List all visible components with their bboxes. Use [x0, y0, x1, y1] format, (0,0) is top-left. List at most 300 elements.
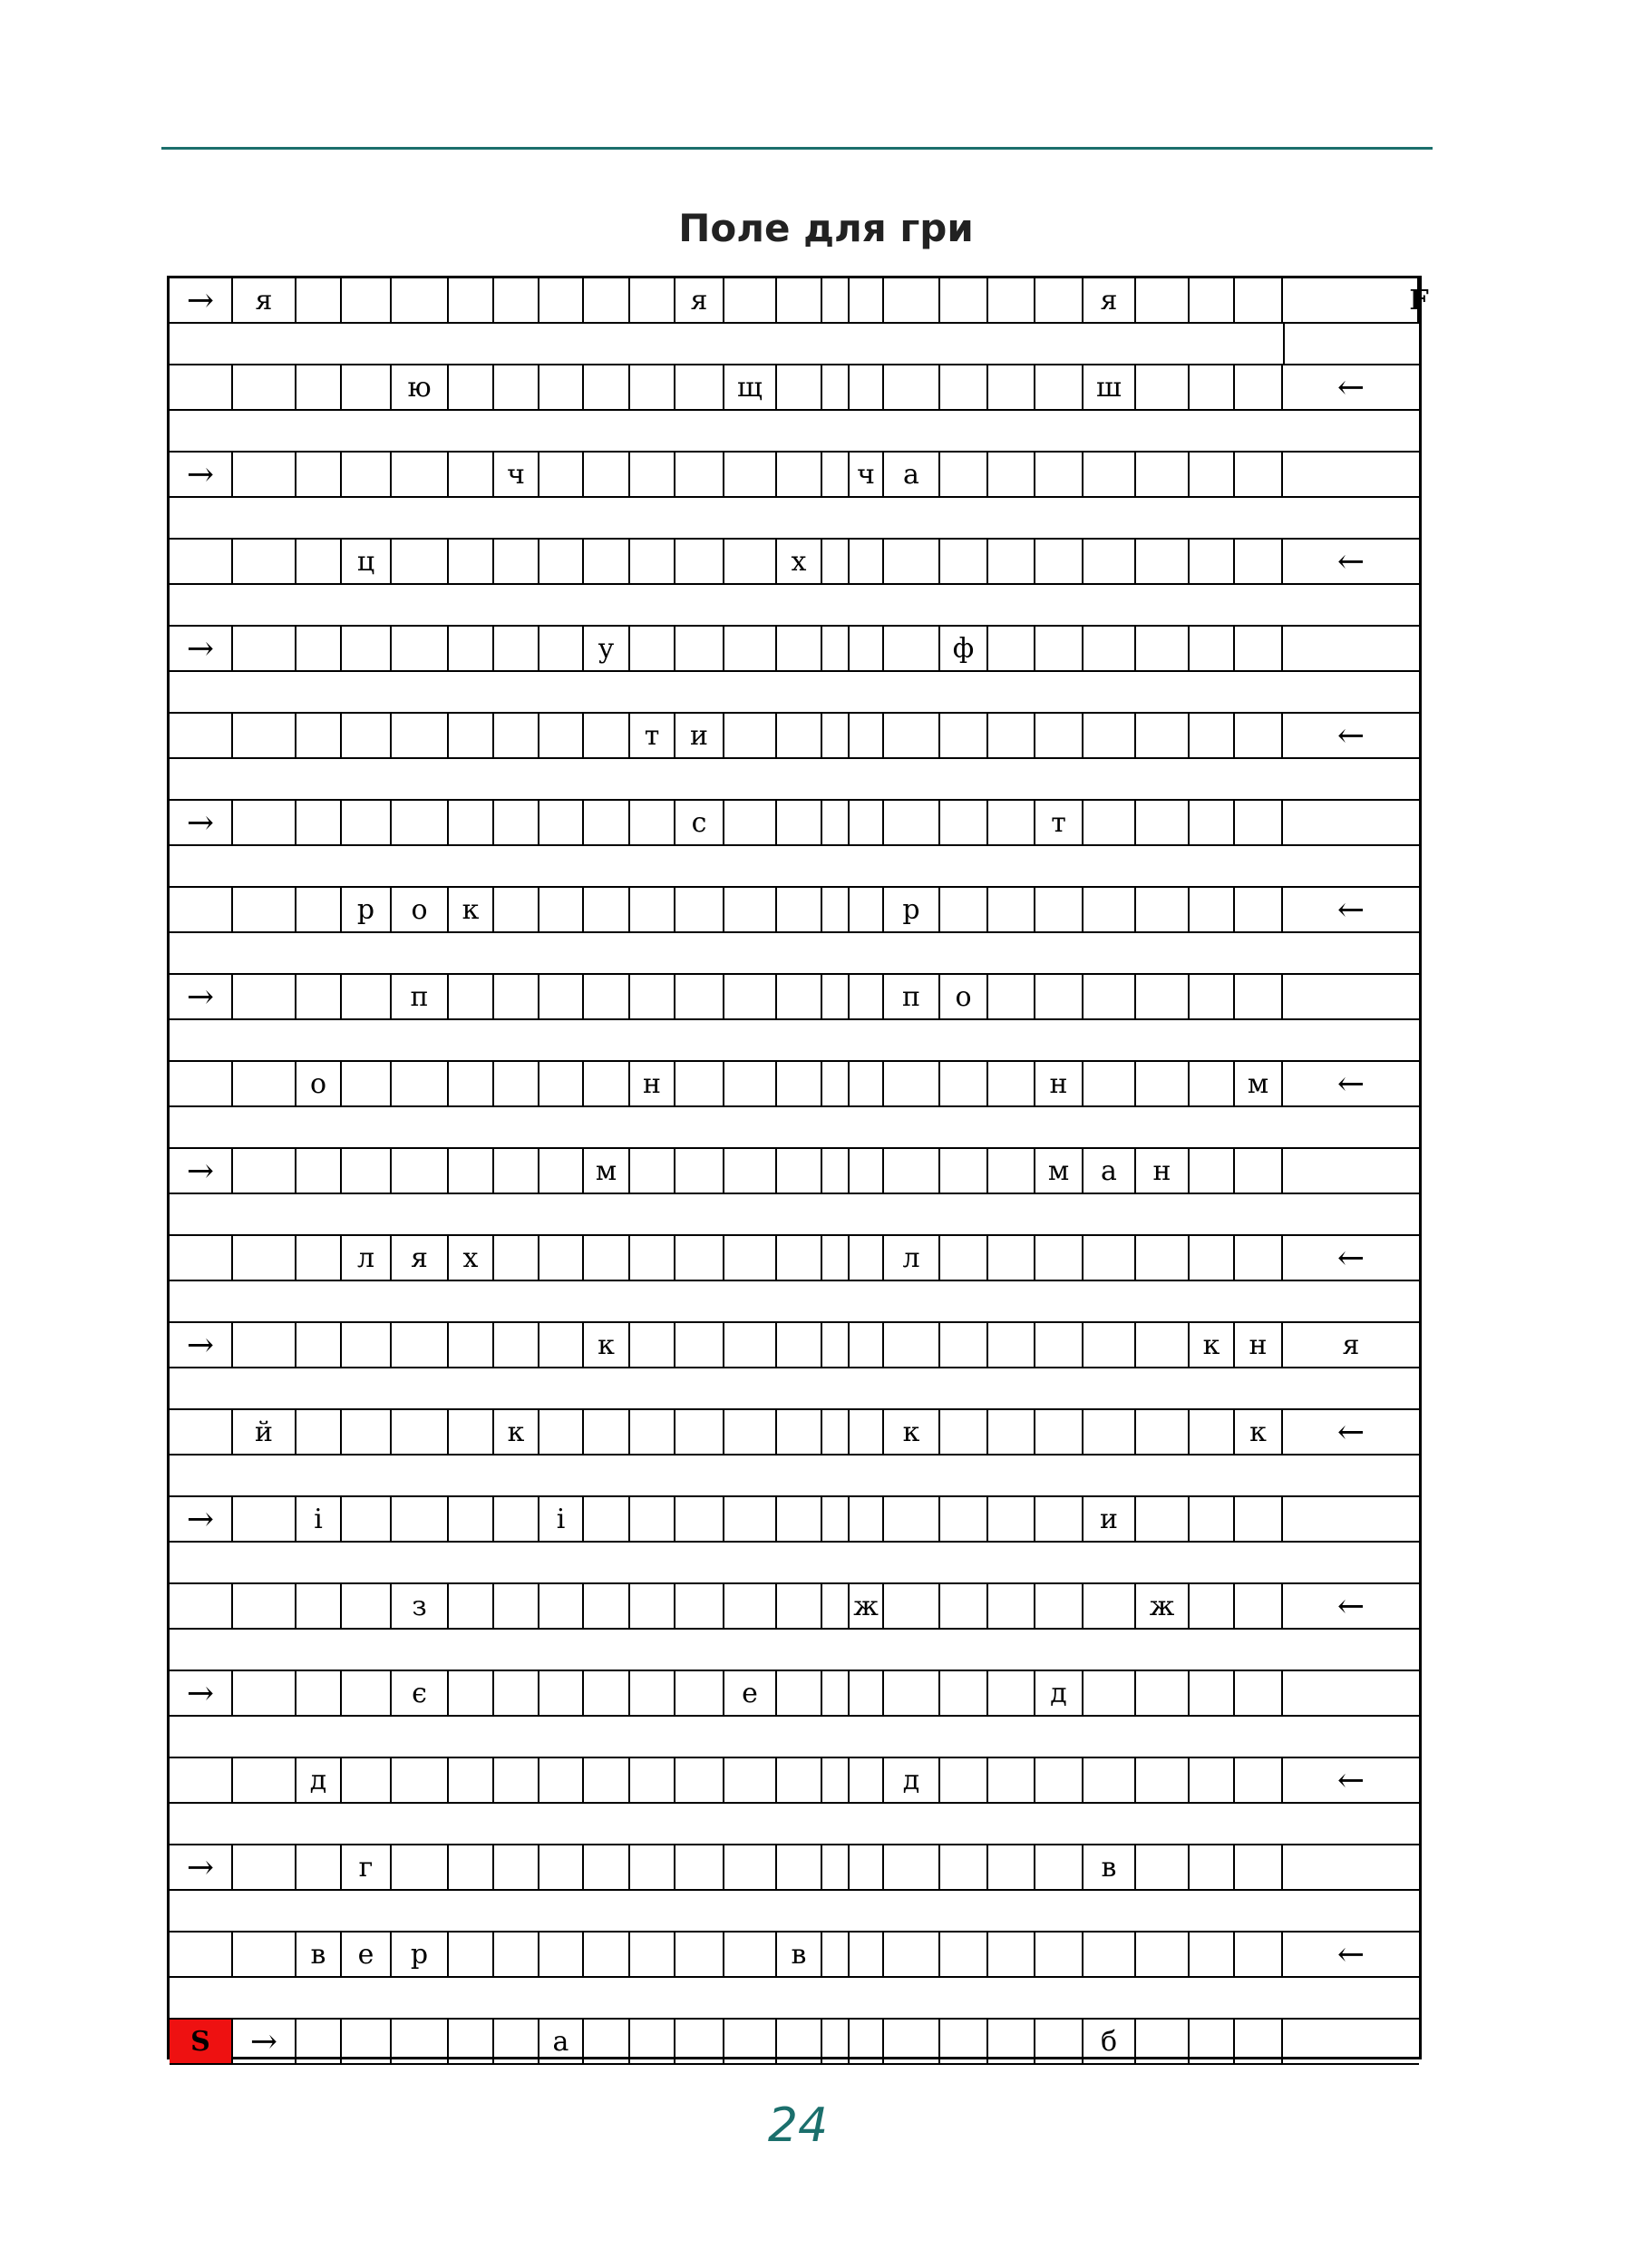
board-cell — [884, 801, 940, 844]
board-cell — [1035, 714, 1084, 757]
board-cell — [494, 888, 539, 931]
board-cell — [342, 365, 392, 409]
board-cell — [584, 1236, 630, 1280]
board-cell — [822, 2020, 850, 2063]
board-cell — [630, 1149, 675, 1193]
board-cell — [850, 365, 884, 409]
board-cell — [822, 1149, 850, 1193]
board-cell — [392, 1323, 449, 1367]
board-cell — [850, 627, 884, 670]
board-cell — [170, 1584, 233, 1628]
board-row — [170, 1323, 1419, 1367]
board-cell — [1235, 2020, 1283, 2063]
board-cell — [296, 1410, 342, 1454]
board-cell — [1190, 1497, 1235, 1541]
board-cell — [584, 1758, 630, 1802]
board-cell — [675, 453, 724, 496]
row-divider — [170, 409, 1419, 411]
board-cell: к — [494, 1410, 539, 1454]
board-cell — [494, 1062, 539, 1105]
board-cell — [1136, 1323, 1190, 1367]
board-cell — [777, 801, 822, 844]
board-cell — [1190, 801, 1235, 844]
arrow-left-icon: ← — [1336, 1935, 1365, 1973]
board-cell — [1283, 2020, 1419, 2063]
board-cell — [1283, 1149, 1419, 1193]
board-cell: ц — [342, 540, 392, 583]
page-number: 24 — [767, 2098, 829, 2153]
board-cell — [940, 1323, 988, 1367]
board-cell: н — [1235, 1323, 1283, 1367]
board-cell — [449, 1062, 494, 1105]
board-cell: д — [1035, 1671, 1084, 1715]
board-cell — [940, 1845, 988, 1889]
board-cell — [1190, 2020, 1235, 2063]
board-cell: и — [1084, 1497, 1136, 1541]
board-cell — [494, 1236, 539, 1280]
board-cell — [988, 1845, 1035, 1889]
board-cell — [449, 627, 494, 670]
arrow-left-icon: ← — [1336, 1239, 1365, 1277]
board-cell — [1136, 2020, 1190, 2063]
board-cell — [170, 1236, 233, 1280]
board-cell — [988, 1758, 1035, 1802]
board-cell — [675, 1497, 724, 1541]
board-cell — [170, 714, 233, 757]
board-cell — [494, 1845, 539, 1889]
board-cell — [1190, 1584, 1235, 1628]
board-cell — [494, 975, 539, 1018]
board-cell — [1084, 1323, 1136, 1367]
board-cell — [988, 453, 1035, 496]
board-cell: д — [296, 1758, 342, 1802]
board-cell — [1035, 1758, 1084, 1802]
board-cell — [1235, 278, 1283, 322]
board-cell — [296, 627, 342, 670]
board-cell — [233, 1323, 296, 1367]
board-cell — [675, 1149, 724, 1193]
board-cell — [940, 714, 988, 757]
board-cell — [342, 1671, 392, 1715]
board-cell — [584, 888, 630, 931]
board-cell — [539, 1062, 584, 1105]
row-divider — [170, 1889, 1419, 1891]
board-cell — [675, 2020, 724, 2063]
board-cell — [724, 627, 777, 670]
board-cell: н — [1136, 1149, 1190, 1193]
board-cell — [850, 975, 884, 1018]
board-cell — [296, 1845, 342, 1889]
board-cell — [296, 2020, 342, 2063]
board-cell — [940, 1497, 988, 1541]
board-cell — [822, 1323, 850, 1367]
board-cell — [584, 540, 630, 583]
board-cell — [1035, 975, 1084, 1018]
board-row — [170, 365, 1419, 409]
board-cell — [822, 1845, 850, 1889]
board-cell — [1084, 801, 1136, 844]
board-cell — [1235, 888, 1283, 931]
board-cell — [884, 278, 940, 322]
board-cell — [884, 1671, 940, 1715]
arrow-right-icon: → — [233, 2020, 296, 2063]
board-cell — [233, 1236, 296, 1280]
board-cell: а — [539, 2020, 584, 2063]
board-cell — [850, 1149, 884, 1193]
board-cell — [988, 975, 1035, 1018]
board-cell — [1035, 2020, 1084, 2063]
board-cell: ш — [1084, 365, 1136, 409]
board-cell — [233, 1584, 296, 1628]
board-cell — [884, 714, 940, 757]
board-cell: я — [233, 278, 296, 322]
board-cell — [675, 1323, 724, 1367]
board-cell — [449, 2020, 494, 2063]
board-cell — [1084, 1062, 1136, 1105]
board-cell — [1235, 453, 1283, 496]
board-cell — [392, 1410, 449, 1454]
board-cell — [539, 365, 584, 409]
board-cell — [675, 1758, 724, 1802]
board-cell — [988, 1062, 1035, 1105]
row-divider — [170, 1976, 1419, 1978]
board-cell — [724, 1323, 777, 1367]
board-cell — [1136, 1497, 1190, 1541]
board-cell: е — [724, 1671, 777, 1715]
board-cell — [1190, 714, 1235, 757]
arrow-left-icon: ← — [1336, 368, 1365, 406]
board-cell — [449, 975, 494, 1018]
board-cell — [342, 801, 392, 844]
row-divider — [170, 2063, 1419, 2065]
board-cell — [884, 1149, 940, 1193]
board-cell — [777, 1149, 822, 1193]
board-cell — [1283, 1671, 1419, 1715]
row-divider — [170, 844, 1419, 846]
board-cell — [1035, 453, 1084, 496]
board-cell: я — [392, 1236, 449, 1280]
board-cell — [777, 365, 822, 409]
board-cell — [988, 278, 1035, 322]
board-cell — [1035, 540, 1084, 583]
board-cell — [777, 1410, 822, 1454]
row-divider — [170, 1715, 1419, 1717]
board-cell: т — [630, 714, 675, 757]
board-cell — [1190, 365, 1235, 409]
board-cell: к — [449, 888, 494, 931]
board-cell — [1190, 888, 1235, 931]
board-cell — [170, 365, 233, 409]
board-cell — [342, 2020, 392, 2063]
board-cell: л — [884, 1236, 940, 1280]
board-cell — [630, 1933, 675, 1976]
board-cell — [392, 1497, 449, 1541]
arrow-right-icon: → — [170, 1845, 233, 1889]
board-cell — [392, 1149, 449, 1193]
board-cell: р — [884, 888, 940, 931]
board-cell — [822, 714, 850, 757]
board-cell — [822, 1062, 850, 1105]
arrow-right-icon: → — [170, 801, 233, 844]
board-cell — [449, 801, 494, 844]
board-cell — [630, 1236, 675, 1280]
board-cell — [777, 714, 822, 757]
board-cell — [630, 1410, 675, 1454]
board-cell: щ — [724, 365, 777, 409]
board-cell — [724, 975, 777, 1018]
board-cell — [494, 1149, 539, 1193]
board-cell — [777, 1758, 822, 1802]
board-cell — [940, 365, 988, 409]
board-cell — [494, 278, 539, 322]
board-cell — [1136, 1671, 1190, 1715]
board-cell — [675, 1933, 724, 1976]
board-cell — [777, 1062, 822, 1105]
board-cell — [884, 1933, 940, 1976]
board-cell: ж — [850, 1584, 884, 1628]
board-cell — [1190, 540, 1235, 583]
board-cell — [630, 2020, 675, 2063]
board-cell — [449, 1410, 494, 1454]
board-cell — [630, 627, 675, 670]
board-cell — [342, 627, 392, 670]
board-cell — [1235, 1933, 1283, 1976]
board-cell: к — [584, 1323, 630, 1367]
board-cell: ф — [940, 627, 988, 670]
board-cell — [988, 1323, 1035, 1367]
board-cell — [777, 1236, 822, 1280]
board-row — [170, 1149, 1419, 1193]
board-cell — [233, 1933, 296, 1976]
board-cell — [630, 1671, 675, 1715]
board-cell — [584, 278, 630, 322]
board-cell: и — [675, 714, 724, 757]
board-cell — [630, 1323, 675, 1367]
board-row — [170, 453, 1419, 496]
board-cell — [850, 714, 884, 757]
row-divider — [170, 1628, 1419, 1630]
board-cell — [850, 540, 884, 583]
board-cell: о — [296, 1062, 342, 1105]
board-cell — [988, 2020, 1035, 2063]
board-cell — [822, 1933, 850, 1976]
board-cell — [1035, 627, 1084, 670]
board-cell — [539, 1323, 584, 1367]
board-cell: к — [1235, 1410, 1283, 1454]
board-cell — [1136, 627, 1190, 670]
board-cell — [777, 1497, 822, 1541]
board-row — [170, 975, 1419, 1018]
board-cell — [584, 2020, 630, 2063]
board-row — [170, 801, 1419, 844]
board-cell — [675, 1236, 724, 1280]
board-cell — [539, 1149, 584, 1193]
board-cell — [988, 714, 1035, 757]
board-cell: н — [630, 1062, 675, 1105]
board-cell: б — [1084, 2020, 1136, 2063]
board-cell: я — [1084, 278, 1136, 322]
board-cell — [940, 1236, 988, 1280]
board-cell — [1235, 1758, 1283, 1802]
board-cell — [850, 1845, 884, 1889]
board-row — [170, 888, 1419, 931]
board-cell — [1084, 1671, 1136, 1715]
board-cell — [342, 1584, 392, 1628]
board-cell: ю — [392, 365, 449, 409]
board-cell — [777, 1671, 822, 1715]
board-cell: м — [584, 1149, 630, 1193]
board-cell — [539, 278, 584, 322]
board-cell — [822, 627, 850, 670]
top-divider — [161, 147, 1433, 150]
board-cell — [822, 365, 850, 409]
board-cell — [1084, 540, 1136, 583]
arrow-left-icon: ← — [1336, 891, 1365, 929]
board-cell: ж — [1136, 1584, 1190, 1628]
board-cell — [630, 1497, 675, 1541]
board-cell — [940, 1410, 988, 1454]
arrow-left-icon: ← — [1336, 1413, 1365, 1451]
board-cell — [850, 1236, 884, 1280]
board-cell — [342, 1323, 392, 1367]
board-cell — [1136, 1845, 1190, 1889]
row-divider — [170, 757, 1419, 759]
board-cell — [296, 1671, 342, 1715]
board-cell — [1190, 1758, 1235, 1802]
board-cell — [342, 1758, 392, 1802]
board-row — [170, 1671, 1419, 1715]
board-cell — [988, 365, 1035, 409]
board-cell — [988, 1236, 1035, 1280]
board-cell — [233, 1497, 296, 1541]
board-cell: т — [1035, 801, 1084, 844]
board-cell — [850, 1933, 884, 1976]
board-cell — [392, 801, 449, 844]
board-cell: р — [342, 888, 392, 931]
board-cell — [1136, 453, 1190, 496]
board-cell — [822, 540, 850, 583]
board-cell — [1235, 975, 1283, 1018]
board-cell — [1283, 278, 1419, 322]
board-cell — [1084, 1758, 1136, 1802]
board-cell — [170, 1758, 233, 1802]
board-cell: е — [342, 1933, 392, 1976]
board-cell — [675, 1584, 724, 1628]
board-cell — [822, 1584, 850, 1628]
board-cell — [822, 801, 850, 844]
board-cell — [988, 1671, 1035, 1715]
board-cell — [296, 540, 342, 583]
board-cell — [1136, 278, 1190, 322]
board-cell — [584, 1671, 630, 1715]
board-cell — [539, 1671, 584, 1715]
row-divider — [170, 496, 1419, 498]
board-cell — [1190, 1410, 1235, 1454]
board-cell — [494, 1933, 539, 1976]
row-divider — [170, 322, 1419, 324]
board-cell — [988, 1933, 1035, 1976]
board-cell — [1035, 365, 1084, 409]
board-cell: к — [1190, 1323, 1235, 1367]
board-cell — [449, 1497, 494, 1541]
board-cell — [539, 1845, 584, 1889]
board-cell — [630, 1758, 675, 1802]
board-cell — [342, 278, 392, 322]
board-cell: м — [1035, 1149, 1084, 1193]
board-cell — [233, 540, 296, 583]
board-cell — [170, 888, 233, 931]
board-cell — [494, 1671, 539, 1715]
board-cell: в — [1084, 1845, 1136, 1889]
board-cell — [1136, 714, 1190, 757]
board-cell — [296, 1149, 342, 1193]
board-row: → я я я F — [170, 278, 1419, 322]
board-cell: г — [342, 1845, 392, 1889]
board-cell — [940, 1933, 988, 1976]
board-cell — [630, 540, 675, 583]
page-title: Поле для гри — [678, 206, 974, 250]
board-cell — [494, 714, 539, 757]
board-cell — [296, 1323, 342, 1367]
board-row — [170, 1758, 1419, 1802]
arrow-left-icon: ← — [1336, 716, 1365, 755]
board-cell — [449, 714, 494, 757]
board-cell — [449, 1323, 494, 1367]
board-cell — [850, 1758, 884, 1802]
board-cell — [1190, 627, 1235, 670]
board-cell — [777, 975, 822, 1018]
board-cell — [884, 540, 940, 583]
board-cell — [342, 453, 392, 496]
board-cell — [584, 714, 630, 757]
board-cell: я — [1342, 1329, 1360, 1361]
arrow-left-icon: ← — [1336, 1587, 1365, 1625]
board-cell — [170, 1410, 233, 1454]
board-cell — [539, 801, 584, 844]
board-cell — [724, 1062, 777, 1105]
board-cell — [584, 453, 630, 496]
board-cell — [1035, 1323, 1084, 1367]
board-cell — [940, 888, 988, 931]
board-cell — [1084, 714, 1136, 757]
board-cell — [940, 1584, 988, 1628]
board-cell — [1136, 1933, 1190, 1976]
row-divider — [170, 1367, 1419, 1368]
board-cell — [675, 1410, 724, 1454]
board-cell — [1190, 278, 1235, 322]
board-cell — [494, 1758, 539, 1802]
board-cell — [724, 453, 777, 496]
board-cell — [584, 1584, 630, 1628]
start-cell: S — [170, 2020, 233, 2063]
board-cell — [777, 1845, 822, 1889]
board-cell — [988, 801, 1035, 844]
board-cell — [1283, 1497, 1419, 1541]
board-cell — [884, 1584, 940, 1628]
board-cell — [724, 1845, 777, 1889]
arrow-right-icon: → — [170, 453, 233, 496]
board-cell — [449, 1845, 494, 1889]
board-cell — [392, 1758, 449, 1802]
board-cell — [1035, 1845, 1084, 1889]
board-cell — [170, 1933, 233, 1976]
board-cell — [494, 1497, 539, 1541]
board-cell — [822, 278, 850, 322]
board-cell — [170, 540, 233, 583]
board-cell — [777, 627, 822, 670]
board-cell — [1235, 1845, 1283, 1889]
board-cell: а — [884, 453, 940, 496]
